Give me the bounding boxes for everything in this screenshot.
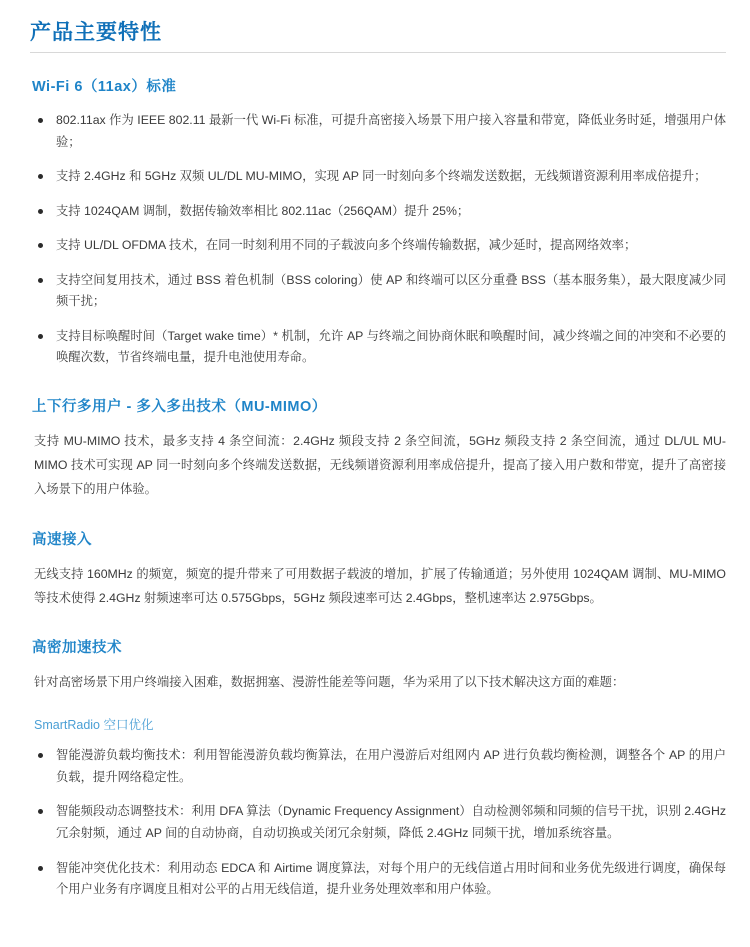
bullet-list bbox=[30, 110, 726, 369]
paragraph: 无线支持 160MHz 的频宽，频宽的提升带来了可用数据子载波的增加，扩展了传输通道；另外使用 1024QAM 调制、MU-MIMO 等技术使得 2.4GHz 射频速率可达 0.575Gbps，5GHz 频段速率可达 2.4Gbps，整机速率达 2.975Gbps。 bbox=[34, 566, 726, 605]
list-item: 支持 2.4GHz 和 5GHz 双频 UL/DL MU-MIMO，实现 AP 同一时刻向多个终端发送数据，无线频谱资源利用率成倍提升； bbox=[30, 166, 726, 188]
list-item: 支持目标唤醒时间（Target wake time）* 机制，允许 AP 与终端之间协商休眠和唤醒时间，减少终端之间的冲突和不必要的唤醒次数，节省终端电量，提升电池使用寿命。 bbox=[30, 326, 726, 369]
section-high-density-acceleration bbox=[30, 636, 726, 900]
section-mu-mimo bbox=[30, 395, 726, 502]
paragraph: 支持 MU-MIMO 技术，最多支持 4 条空间流：2.4GHz 频段支持 2 条空间流，5GHz 频段支持 2 条空间流，通过 DL/UL MU-MIMO 技术可实现 AP 同一时刻向多个终端发送数据，无线频谱资源利用率成倍提升，提高了接入用户数和带宽，提升了高密接入场景下的用户体验。 bbox=[34, 433, 726, 496]
title-divider bbox=[30, 52, 726, 53]
list-item: 智能漫游负载均衡技术：利用智能漫游负载均衡算法，在用户漫游后对组网内 AP 进行负载均衡检测，调整各个 AP 的用户负载，提升网络稳定性。 bbox=[30, 745, 726, 788]
list-item: 智能频段动态调整技术：利用 DFA 算法（Dynamic Frequency Assignment）自动检测邻频和同频的信号干扰，识别 2.4GHz 冗余射频，通过 AP 间的自动协商，自动切换或关闭冗余射频，降低 2.4GHz 同频干扰，增加系统容量。 bbox=[30, 801, 726, 844]
page-title: 产品主要特性 bbox=[30, 21, 162, 44]
spacer bbox=[30, 705, 726, 711]
paragraph: 针对高密场景下用户终端接入困难，数据拥塞、漫游性能差等问题，华为采用了以下技术解决这方面的难题： bbox=[34, 675, 625, 690]
list-item: 支持空间复用技术，通过 BSS 着色机制（BSS coloring）使 AP 和终端可以区分重叠 BSS（基本服务集），最大限度减少同频干扰； bbox=[30, 270, 726, 313]
subsection-heading-smartradio: SmartRadio 空口优化 bbox=[34, 718, 154, 733]
section-heading: 高速接入 bbox=[32, 531, 92, 548]
section-high-speed-access bbox=[30, 528, 726, 611]
list-item: 支持 UL/DL OFDMA 技术，在同一时刻利用不同的子载波向多个终端传输数据，减少延时，提高网络效率； bbox=[30, 235, 726, 257]
section-wifi6 bbox=[30, 75, 726, 369]
list-item: 802.11ax 作为 IEEE 802.11 最新一代 Wi-Fi 标准，可提升高密接入场景下用户接入容量和带宽，降低业务时延，增强用户体验； bbox=[30, 110, 726, 153]
section-heading: 高密加速技术 bbox=[32, 640, 122, 657]
section-heading: 上下行多用户 - 多入多出技术（MU-MIMO） bbox=[32, 398, 327, 415]
bullet-list bbox=[30, 745, 726, 900]
list-item: 支持 1024QAM 调制，数据传输效率相比 802.11ac（256QAM）提升 25%； bbox=[30, 201, 726, 223]
list-item: 智能冲突优化技术：利用动态 EDCA 和 Airtime 调度算法，对每个用户的无线信道占用时间和业务优先级进行调度，确保每个用户业务有序调度且相对公平的占用无线信道，提升业务处理效率和用户体验。 bbox=[30, 858, 726, 901]
section-heading: Wi-Fi 6（11ax）标准 bbox=[32, 79, 177, 95]
